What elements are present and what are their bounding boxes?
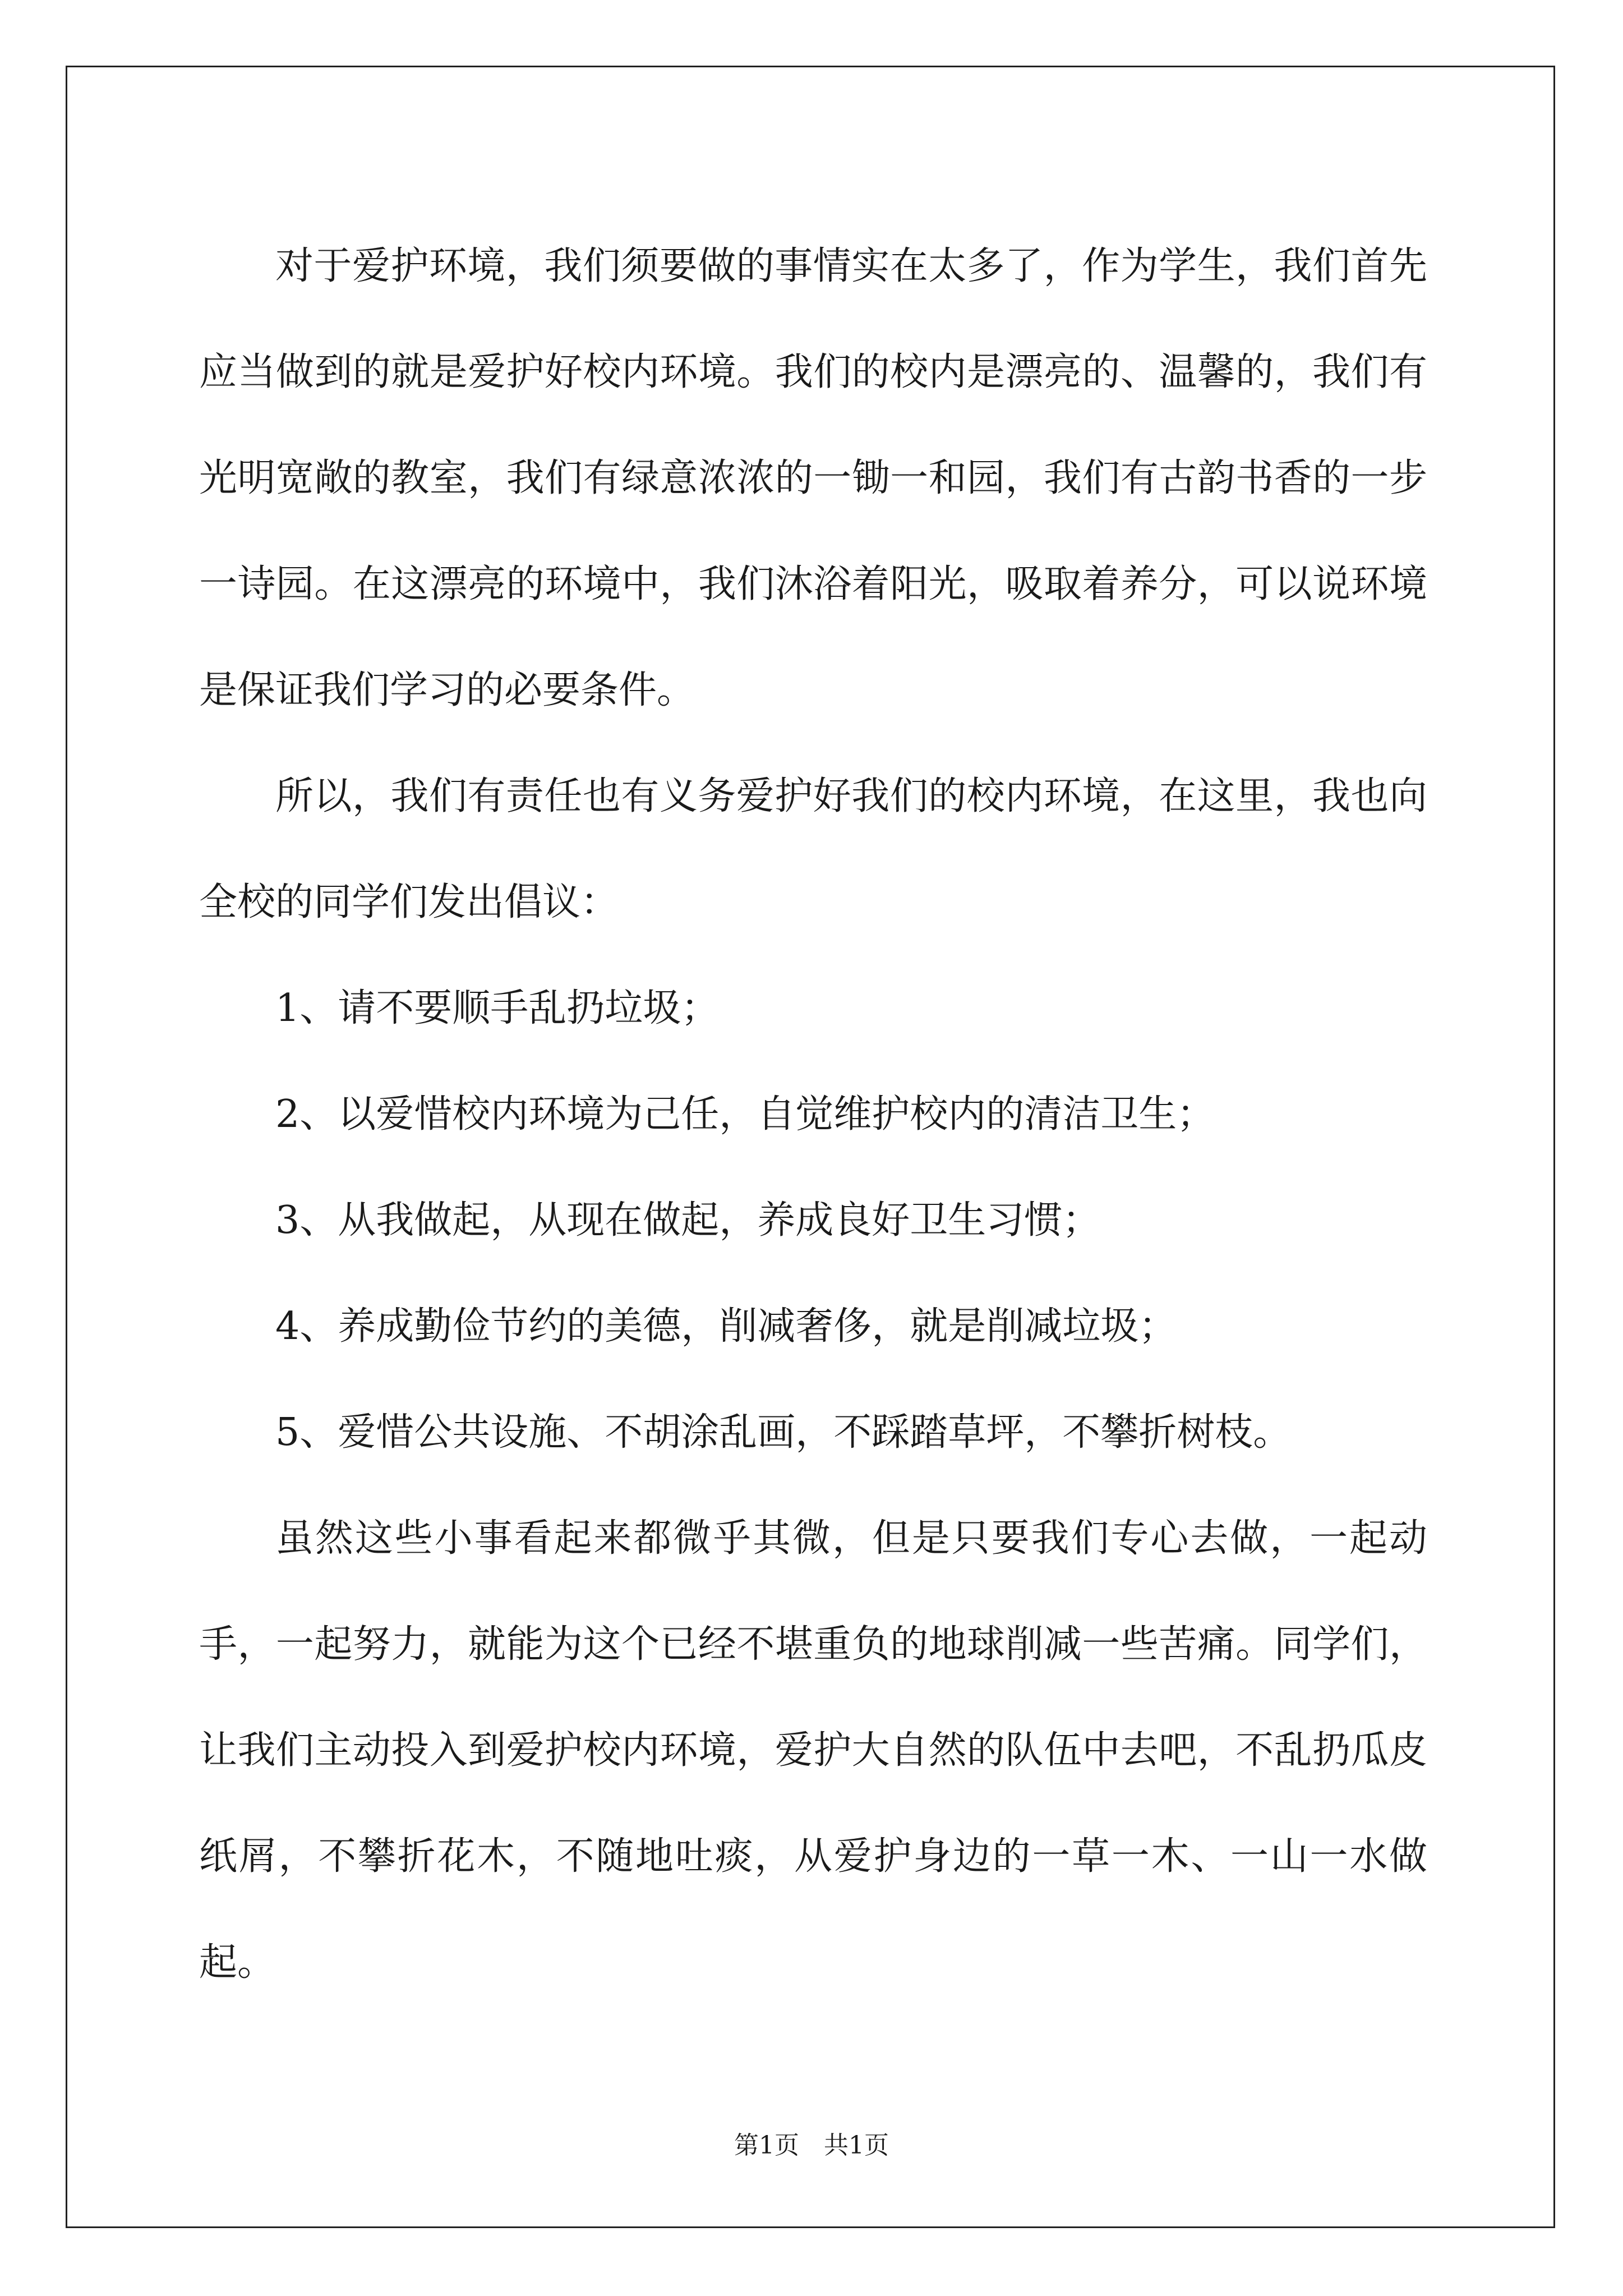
page-number-current: 第1页 — [734, 2131, 799, 2160]
paragraph-conclusion: 虽然这些小事看起来都微乎其微，但是只要我们专心去做，一起动手，一起努力，就能为这个已经不堪重负的地球削减一些苦痛。同学们，让我们主动投入到爱护校内环境，爱护大自然的队伍中去吧，不乱扔瓜皮纸屑，不攀折花木，不随地吐痰，从爱护身边的一草一木、一山一水做起。 — [199, 1516, 1427, 1985]
list-item: 2、以爱惜校内环境为己任，自觉维护校内的清洁卫生； — [275, 1092, 1215, 1137]
list-item: 3、从我做起，从现在做起，养成良好卫生习惯； — [275, 1198, 1101, 1243]
page-number-total: 共1页 — [824, 2131, 889, 2160]
paragraph-proposal: 所以，我们有责任也有义务爱护好我们的校内环境，在这里，我也向全校的同学们发出倡议： — [199, 774, 1427, 924]
list-item: 4、养成勤俭节约的美德，削减奢侈，就是削减垃圾； — [275, 1304, 1177, 1349]
paragraph-intro: 对于爱护环境，我们须要做的事情实在太多了，作为学生，我们首先应当做到的就是爱护好校内环境。我们的校内是漂亮的、温馨的，我们有光明宽敞的教室，我们有绿意浓浓的一锄一和园，我们有古韵书香的一步一诗园。在这漂亮的环境中，我们沐浴着阳光，吸取着养分，可以说环境是保证我们学习的必要条件。 — [199, 244, 1427, 712]
page-footer — [0, 2129, 1623, 2162]
list-item: 5、爱惜公共设施、不胡涂乱画，不踩踏草坪，不攀折树枝。 — [275, 1410, 1292, 1455]
document-body — [199, 213, 1427, 2016]
list-item: 1、请不要顺手乱扔垃圾； — [275, 986, 720, 1030]
